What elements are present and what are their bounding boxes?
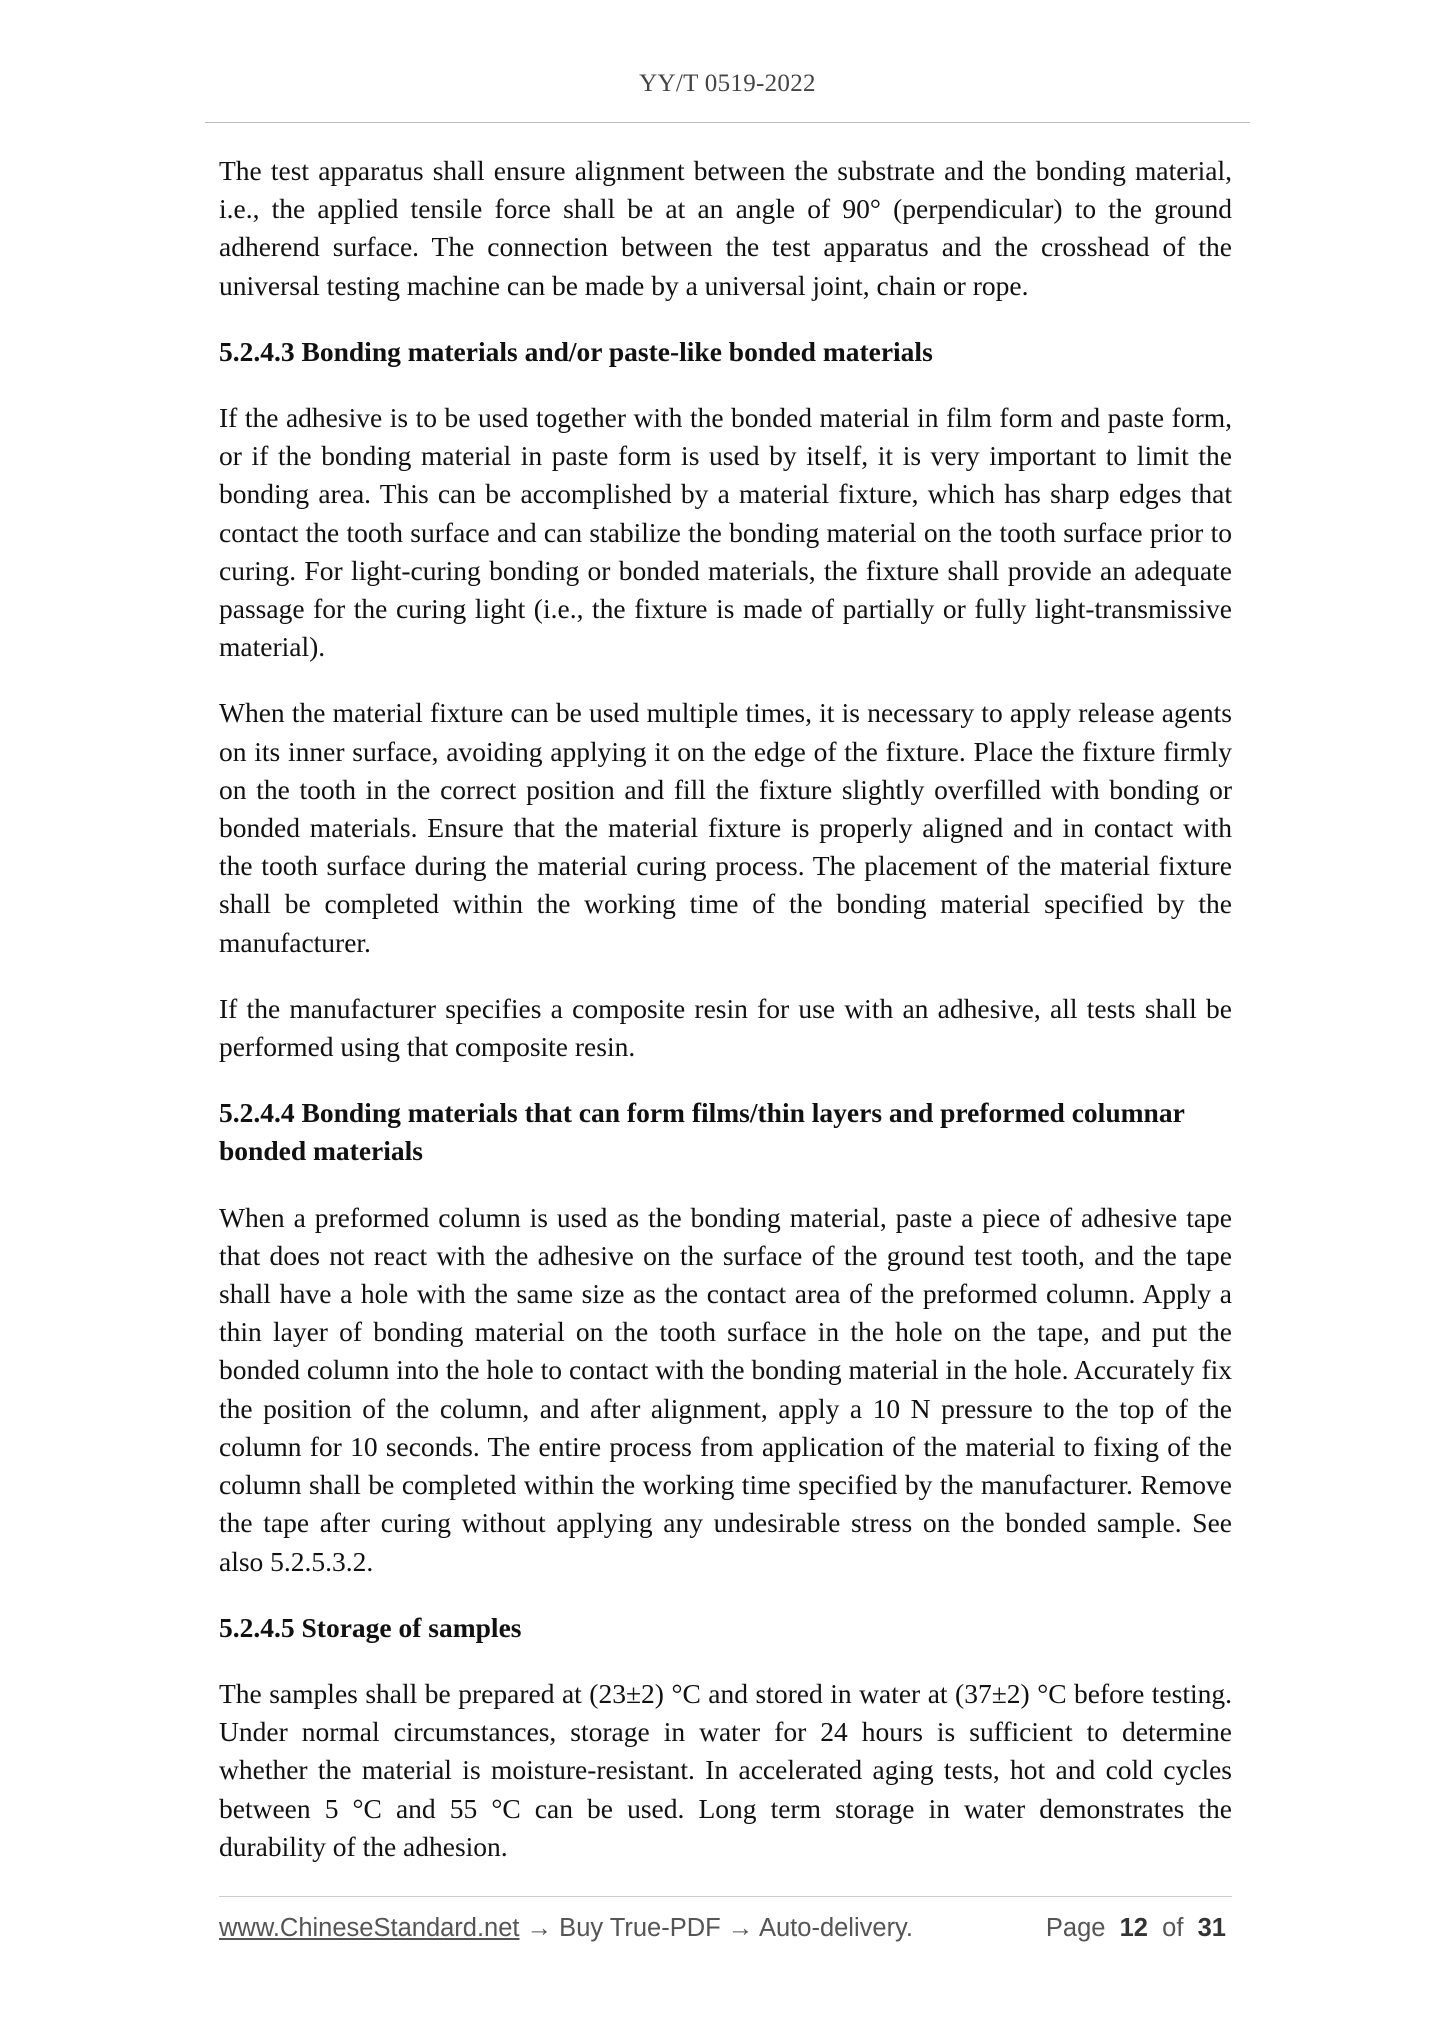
footer-promo	[219, 1914, 913, 1943]
page-label: Page	[1045, 1914, 1106, 1942]
website-link[interactable]: www.ChineseStandard.net	[219, 1914, 520, 1942]
footer-divider	[219, 1896, 1232, 1897]
section-heading-5-2-4-5: 5.2.4.5 Storage of samples	[219, 1611, 522, 1643]
page-number	[1046, 1914, 1226, 1943]
paragraph-bonding-area: If the adhesive is to be used together with the bonded material in film form and paste form, or if the bonding material in paste form is used by itself, it is very important to limit the bonding area. This can be accomplished by a material fixture, which has sharp edges that contact the tooth surface and can stabilize the bonding material on the tooth surface prior to curing. For light-curing bonding or bonded materials, the fixture shall provide an adequate passage for the curing light (i.e., the fixture is made of partially or fully light-transmissive material).	[219, 402, 1232, 663]
paragraph-preformed-column: When a preformed column is used as the bonding material, paste a piece of adhesive tape that does not react with the adhesive on the surface of the ground test tooth, and the tape shall have a hole with the same size as the contact area of the preformed column. Apply a thin layer of bonding material on the tooth surface in the hole on the tape, and put the bonded column into the hole to contact with the bonding material in the hole. Accurately fix the position of the column, and after alignment, apply a 10 N pressure to the top of the column for 10 seconds. The entire process from application of the material to fixing of the column shall be completed within the working time specified by the manufacturer. Remove the tape after curing without applying any undesirable stress on the bonded sample. See also 5.2.5.3.2.	[219, 1201, 1232, 1577]
paragraph-composite-resin: If the manufacturer specifies a composite resin for use with an adhesive, all tests shall be performed using that composite resin.	[219, 992, 1232, 1063]
header-divider	[205, 122, 1250, 123]
section-heading-5-2-4-3: 5.2.4.3 Bonding materials and/or paste-like bonded materials	[219, 335, 933, 367]
page-of-label: of	[1162, 1914, 1184, 1942]
footer-tagline: → Buy True-PDF → Auto-delivery.	[519, 1914, 913, 1942]
section-heading-5-2-4-4: 5.2.4.4 Bonding materials that can form films/thin layers and preformed columnar bonded materials	[219, 1097, 1185, 1167]
page-current: 12	[1119, 1914, 1148, 1942]
page-header: YY/T 0519-2022	[639, 70, 816, 97]
page-footer	[219, 1914, 1232, 1948]
page-total: 31	[1197, 1914, 1226, 1942]
document-body	[219, 152, 1232, 1894]
paragraph-test-apparatus: The test apparatus shall ensure alignment between the substrate and the bonding material, i.e., the applied tensile force shall be at an angle of 90° (perpendicular) to the ground adherend surface. The connection between the test apparatus and the crosshead of the universal testing machine can be made by a universal joint, chain or rope.	[219, 155, 1232, 301]
paragraph-storage: The samples shall be prepared at (23±2) °C and stored in water at (37±2) °C before testing. Under normal circumstances, storage in water for 24 hours is sufficient to determine whether the material is moisture-resistant. In accelerated aging tests, hot and cold cycles between 5 °C and 55 °C can be used. Long term storage in water demonstrates the durability of the adhesion.	[219, 1677, 1232, 1862]
paragraph-material-fixture: When the material fixture can be used multiple times, it is necessary to apply release agents on its inner surface, avoiding applying it on the edge of the fixture. Place the fixture firmly on the tooth in the correct position and fill the fixture slightly overfilled with bonding or bonded materials. Ensure that the material fixture is properly aligned and in contact with the tooth surface during the material curing process. The placement of the material fixture shall be completed within the working time of the bonding material specified by the manufacturer.	[219, 697, 1232, 958]
